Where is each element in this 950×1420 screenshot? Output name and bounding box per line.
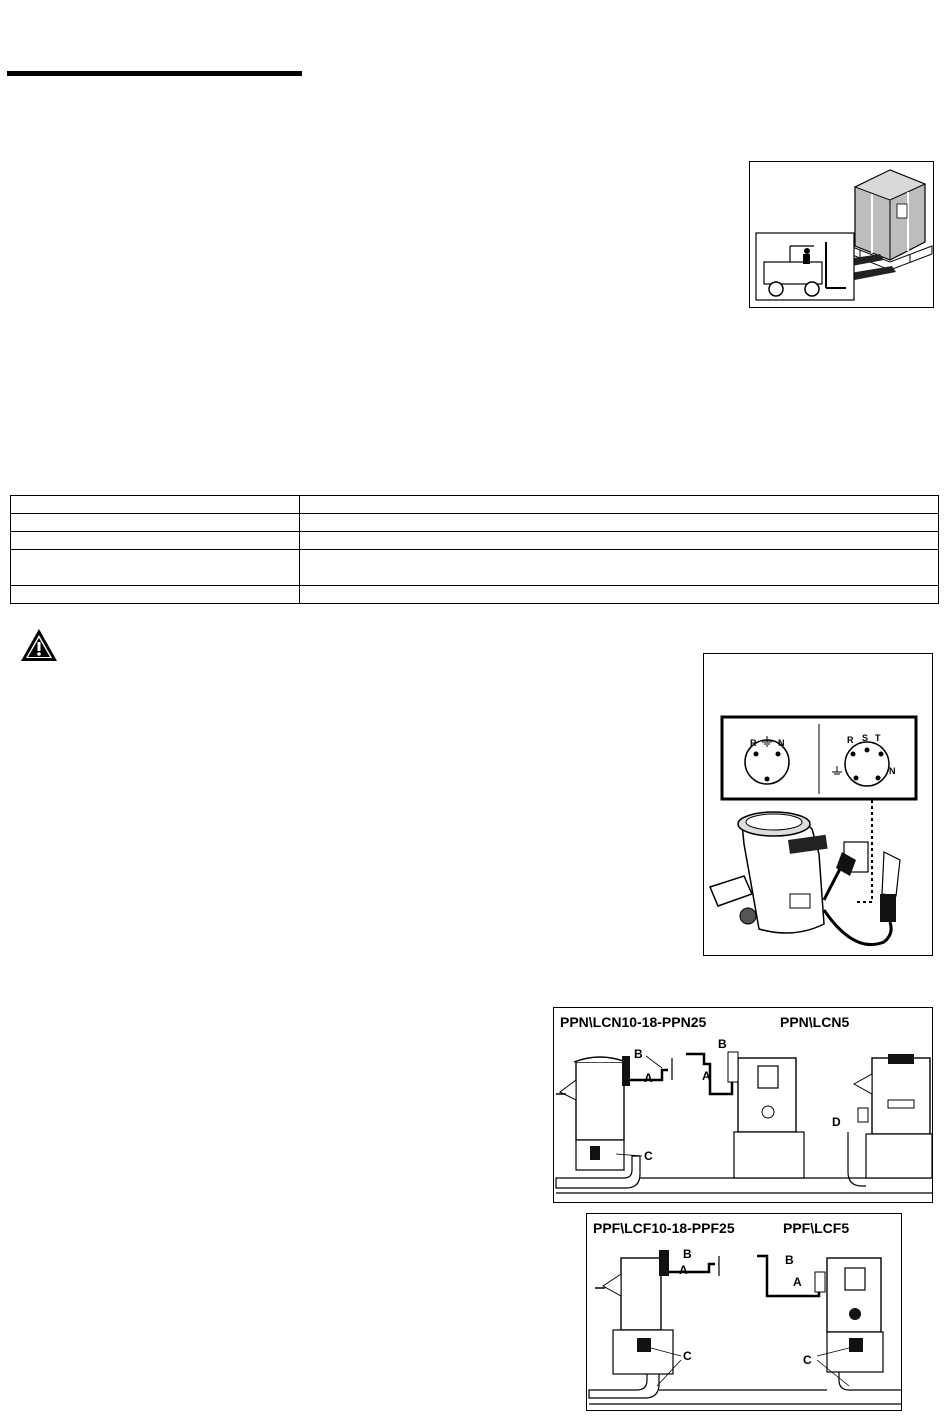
label-s-three: S [862,733,869,743]
spec-table-cell [300,586,939,604]
label-a-mid: A [702,1069,711,1083]
spec-table-cell [300,496,939,514]
label-d-right: D [832,1115,841,1129]
label-a-left: A [644,1071,653,1085]
label-b-left: B [634,1047,643,1061]
label-r-single: R [750,738,757,748]
spec-table-row [11,514,939,532]
label-c-bottom-right: C [803,1353,812,1367]
label-c-left: C [644,1149,653,1163]
water-connection-figure-ppf [586,1213,902,1411]
label-n-single: N [778,738,785,748]
spec-table-cell [11,586,300,604]
spec-table-row [11,550,939,586]
spec-table-cell [300,514,939,532]
spec-table-cell [11,514,300,532]
figure-title-ppf-lcf5: PPF\LCF5 [783,1220,850,1236]
label-n-three: N [889,766,896,776]
water-connection-figure-ppn [553,1007,933,1203]
specification-table [10,495,939,604]
spec-table-cell [300,532,939,550]
section-rule [7,71,302,76]
spec-table-row [11,586,939,604]
warning-triangle-icon [20,628,58,662]
spec-table-row [11,496,939,514]
spec-table-row [11,532,939,550]
forklift-pallet-icon [750,162,933,307]
spec-table-cell [11,496,300,514]
spec-table-cell [300,550,939,586]
label-a-bottom-right: A [793,1275,802,1289]
label-r-three: R [847,735,854,745]
transport-figure [749,161,934,308]
figure-title-ppn-lcn5: PPN\LCN5 [780,1014,850,1030]
figure-title-ppf-lcf10: PPF\LCF10-18-PPF25 [593,1220,735,1236]
label-b-mid: B [718,1037,727,1051]
label-b-bottom-right: B [785,1253,794,1267]
label-b-bottom-left: B [683,1247,692,1261]
spec-table-cell [11,550,300,586]
label-c-bottom-left: C [683,1349,692,1363]
label-t-three: T [875,733,881,743]
spec-table-cell [11,532,300,550]
electrical-connection-figure [703,653,933,956]
label-a-bottom-left: A [679,1263,688,1277]
figure-title-ppn-lcn10: PPN\LCN10-18-PPN25 [560,1014,707,1030]
